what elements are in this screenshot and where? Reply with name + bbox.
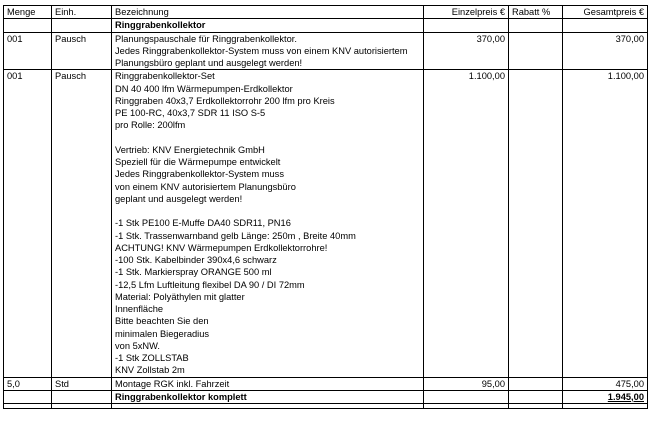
description-line	[115, 205, 420, 217]
description-line: Bitte beachten Sie den	[115, 316, 209, 327]
description-line: -100 Stk. Kabelbinder 390x4,6 schwarz	[115, 255, 277, 265]
total-row	[4, 390, 648, 403]
col-menge: Menge	[4, 6, 52, 19]
description-line: Speziell für die Wärmepumpe entwickelt	[115, 157, 281, 167]
description-line: minimalen Biegeradius	[115, 328, 210, 339]
description-line: von einem KNV autorisiertem Planungsbüro	[115, 181, 296, 192]
description-line	[115, 132, 420, 144]
description-line: -1 Stk PE100 E-Muffe DA40 SDR11, PN16	[115, 218, 291, 229]
col-rabatt: Rabatt %	[509, 6, 563, 19]
cell-bezeichnung	[112, 32, 424, 70]
cell-menge: 001	[4, 32, 52, 70]
cell-einheit: Pausch	[52, 70, 112, 377]
cell-einzelpreis: 95,00	[424, 377, 509, 390]
table-row	[4, 32, 648, 70]
description-line: -1 Stk ZOLLSTAB	[115, 353, 189, 363]
col-gesamtpreis: Gesamtpreis €	[563, 6, 648, 19]
description-line: ACHTUNG! KNV Wärmepumpen Erdkollektorrohre!	[115, 242, 328, 253]
table-row	[4, 70, 648, 377]
description-line: Ringgrabenkollektor-Set	[115, 71, 215, 82]
description-line: -1 Stk. Trassenwarnband gelb Länge: 250m , Breite 40mm	[115, 230, 356, 241]
total-amount: 1.945,00	[607, 391, 644, 402]
description-line: von 5xNW.	[115, 340, 160, 351]
description-line: geplant und ausgelegt werden!	[115, 193, 243, 204]
total-label: Ringgrabenkollektor komplett	[112, 390, 424, 403]
header-row	[4, 6, 648, 19]
section-row	[4, 19, 648, 32]
description-line: -1 Stk. Markierspray ORANGE 500 ml	[115, 267, 272, 278]
description-line: PE 100-RC, 40x3,7 SDR 11 ISO S-5	[115, 108, 266, 118]
cell-rabatt	[509, 70, 563, 377]
col-einzelpreis: Einzelpreis €	[424, 6, 509, 19]
description-line: Vertrieb: KNV Energietechnik GmbH	[115, 144, 265, 155]
cell-gesamtpreis: 370,00	[563, 32, 648, 70]
section-title: Ringgrabenkollektor	[112, 19, 424, 32]
description-line: Ringgraben 40x3,7 Erdkollektorrohr 200 lfm pro Kreis	[115, 95, 335, 106]
cell-gesamtpreis: 1.100,00	[563, 70, 648, 377]
description-line: Material: Polyäthylen mit glatter	[115, 291, 245, 302]
description-line: Jedes Ringgrabenkollektor-System muss	[115, 169, 284, 180]
description-line: pro Rolle: 200lfm	[115, 120, 186, 131]
empty-row	[4, 404, 648, 409]
col-einheit: Einh.	[52, 6, 112, 19]
cell-einheit: Pausch	[52, 32, 112, 70]
cell-rabatt	[509, 32, 563, 70]
description-line: -12,5 Lfm Luftleitung flexibel DA 90 / DI 72mm	[115, 279, 305, 290]
cell-einheit: Std	[52, 377, 112, 390]
description-line: Innenfläche	[115, 304, 164, 314]
cell-menge: 001	[4, 70, 52, 377]
description-line: Jedes Ringgrabenkollektor-System muss von einem KNV autorisiertem	[115, 45, 408, 56]
quote-table	[3, 5, 648, 409]
cell-bezeichnung	[112, 70, 424, 377]
cell-gesamtpreis: 475,00	[563, 377, 648, 390]
cell-bezeichnung	[112, 377, 424, 390]
cell-rabatt	[509, 377, 563, 390]
description-line: Montage RGK inkl. Fahrzeit	[115, 378, 230, 389]
cell-einzelpreis: 1.100,00	[424, 70, 509, 377]
description-line: Planungspauschale für Ringgrabenkollektor.	[115, 33, 297, 44]
description-line: DN 40 400 lfm Wärmepumpen-Erdkollektor	[115, 83, 293, 94]
cell-einzelpreis: 370,00	[424, 32, 509, 70]
description-line: KNV Zollstab 2m	[115, 365, 185, 376]
description-line: Planungsbüro geplant und ausgelegt werden!	[115, 58, 303, 68]
cell-menge: 5,0	[4, 377, 52, 390]
table-row	[4, 377, 648, 390]
total-value	[563, 390, 648, 403]
col-bezeichnung: Bezeichnung	[112, 6, 424, 19]
